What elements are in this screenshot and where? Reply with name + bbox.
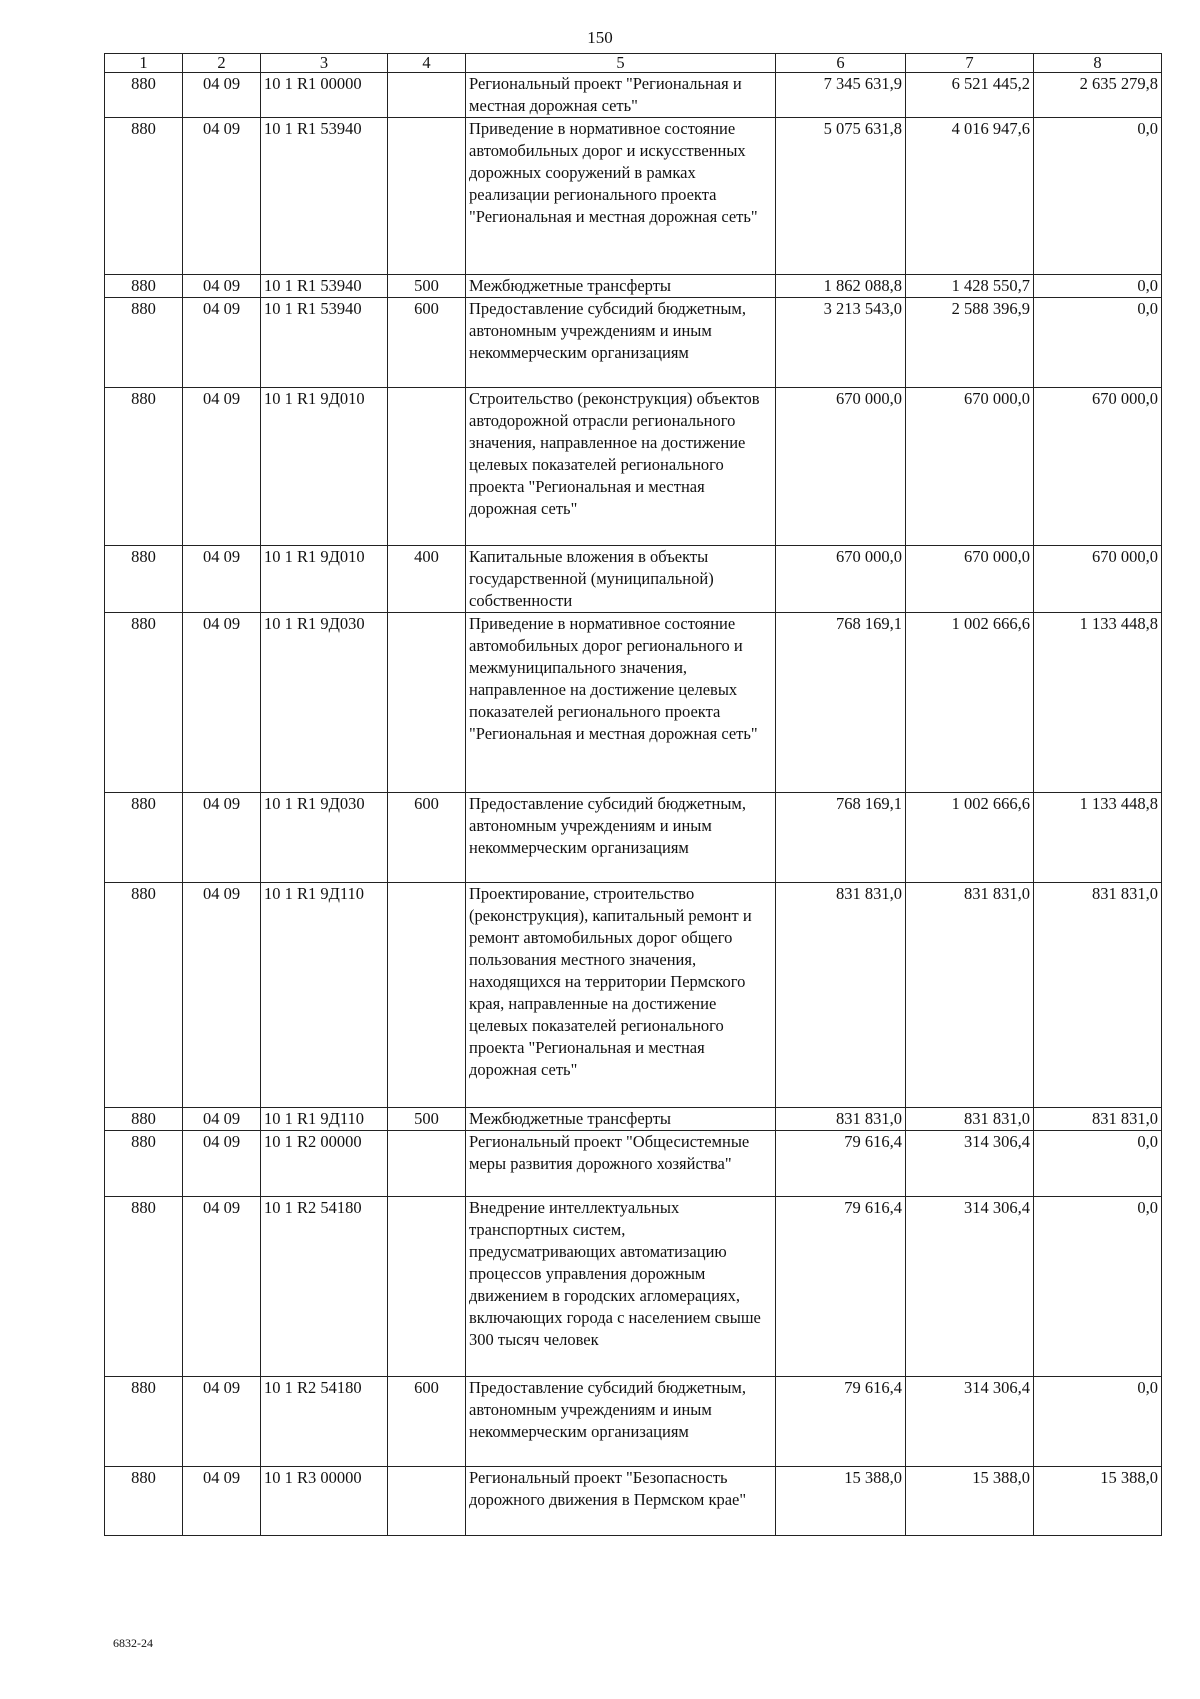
target-article-cell: 10 1 R3 00000 [261, 1467, 388, 1536]
column-header: 6 [776, 54, 906, 73]
amount-cell: 5 075 631,8 [776, 118, 906, 275]
table-row [105, 1467, 1162, 1536]
amount-cell: 670 000,0 [1034, 388, 1162, 546]
expense-type-cell: 500 [388, 1108, 466, 1131]
amount-cell: 831 831,0 [1034, 1108, 1162, 1131]
description-cell: Региональный проект "Региональная и местная дорожная сеть" [466, 73, 776, 118]
section-code-cell: 04 09 [183, 118, 261, 275]
amount-cell: 4 016 947,6 [906, 118, 1034, 275]
admin-code-cell: 880 [105, 118, 183, 275]
document-footer-code: 6832-24 [113, 1636, 153, 1650]
expense-type-cell [388, 73, 466, 118]
amount-cell: 1 002 666,6 [906, 613, 1034, 793]
amount-cell: 768 169,1 [776, 613, 906, 793]
amount-cell: 670 000,0 [776, 388, 906, 546]
section-code-cell: 04 09 [183, 546, 261, 613]
section-code-cell: 04 09 [183, 1108, 261, 1131]
amount-cell: 1 428 550,7 [906, 275, 1034, 298]
description-cell: Предоставление субсидий бюджетным, автономным учреждениям и иным некоммерческим организациям [466, 793, 776, 883]
amount-cell: 0,0 [1034, 1131, 1162, 1197]
target-article-cell: 10 1 R1 9Д010 [261, 546, 388, 613]
section-code-cell: 04 09 [183, 613, 261, 793]
page-number: 150 [587, 28, 613, 47]
amount-cell: 79 616,4 [776, 1131, 906, 1197]
amount-cell: 15 388,0 [776, 1467, 906, 1536]
description-cell: Проектирование, строительство (реконструкция), капитальный ремонт и ремонт автомобильных дорог общего пользования местного значения, находящихся на территории Пермского края, направленные на достижение целевых показателей регионального проекта "Региональная и местная дорожная сеть" [466, 883, 776, 1108]
amount-cell: 79 616,4 [776, 1197, 906, 1377]
section-code-cell: 04 09 [183, 1131, 261, 1197]
target-article-cell: 10 1 R1 9Д110 [261, 1108, 388, 1131]
amount-cell: 1 133 448,8 [1034, 613, 1162, 793]
admin-code-cell: 880 [105, 1377, 183, 1467]
admin-code-cell: 880 [105, 298, 183, 388]
section-code-cell: 04 09 [183, 1197, 261, 1377]
expense-type-cell: 600 [388, 793, 466, 883]
table-row [105, 1108, 1162, 1131]
table-row [105, 298, 1162, 388]
amount-cell: 0,0 [1034, 1377, 1162, 1467]
description-cell: Приведение в нормативное состояние автомобильных дорог регионального и межмуниципального значения, направленное на достижение целевых показателей регионального проекта "Региональная и местная дорожная сеть" [466, 613, 776, 793]
amount-cell: 0,0 [1034, 1197, 1162, 1377]
column-header: 4 [388, 54, 466, 73]
amount-cell: 0,0 [1034, 298, 1162, 388]
admin-code-cell: 880 [105, 1467, 183, 1536]
expense-type-cell: 400 [388, 546, 466, 613]
section-code-cell: 04 09 [183, 298, 261, 388]
admin-code-cell: 880 [105, 275, 183, 298]
amount-cell: 314 306,4 [906, 1131, 1034, 1197]
table-row [105, 118, 1162, 275]
amount-cell: 670 000,0 [906, 388, 1034, 546]
amount-cell: 831 831,0 [776, 1108, 906, 1131]
admin-code-cell: 880 [105, 1197, 183, 1377]
section-code-cell: 04 09 [183, 793, 261, 883]
admin-code-cell: 880 [105, 73, 183, 118]
target-article-cell: 10 1 R1 53940 [261, 118, 388, 275]
amount-cell: 1 133 448,8 [1034, 793, 1162, 883]
description-cell: Приведение в нормативное состояние автомобильных дорог и искусственных дорожных сооружений в рамках реализации регионального проекта "Региональная и местная дорожная сеть" [466, 118, 776, 275]
admin-code-cell: 880 [105, 1108, 183, 1131]
amount-cell: 79 616,4 [776, 1377, 906, 1467]
table-row [105, 275, 1162, 298]
amount-cell: 831 831,0 [776, 883, 906, 1108]
amount-cell: 3 213 543,0 [776, 298, 906, 388]
target-article-cell: 10 1 R1 9Д030 [261, 613, 388, 793]
table-row [105, 73, 1162, 118]
amount-cell: 831 831,0 [1034, 883, 1162, 1108]
amount-cell: 2 588 396,9 [906, 298, 1034, 388]
section-code-cell: 04 09 [183, 1377, 261, 1467]
section-code-cell: 04 09 [183, 275, 261, 298]
table-header-row [105, 54, 1162, 73]
expense-type-cell [388, 883, 466, 1108]
amount-cell: 7 345 631,9 [776, 73, 906, 118]
description-cell: Региональный проект "Безопасность дорожного движения в Пермском крае" [466, 1467, 776, 1536]
expense-type-cell [388, 613, 466, 793]
description-cell: Строительство (реконструкция) объектов автодорожной отрасли регионального значения, направленное на достижение целевых показателей регионального проекта "Региональная и местная дорожная сеть" [466, 388, 776, 546]
admin-code-cell: 880 [105, 546, 183, 613]
target-article-cell: 10 1 R2 54180 [261, 1197, 388, 1377]
admin-code-cell: 880 [105, 793, 183, 883]
admin-code-cell: 880 [105, 883, 183, 1108]
amount-cell: 0,0 [1034, 118, 1162, 275]
section-code-cell: 04 09 [183, 388, 261, 546]
column-header: 3 [261, 54, 388, 73]
amount-cell: 15 388,0 [1034, 1467, 1162, 1536]
table-row [105, 1131, 1162, 1197]
amount-cell: 670 000,0 [776, 546, 906, 613]
expense-type-cell [388, 118, 466, 275]
admin-code-cell: 880 [105, 1131, 183, 1197]
admin-code-cell: 880 [105, 613, 183, 793]
amount-cell: 0,0 [1034, 275, 1162, 298]
target-article-cell: 10 1 R1 00000 [261, 73, 388, 118]
amount-cell: 670 000,0 [906, 546, 1034, 613]
amount-cell: 768 169,1 [776, 793, 906, 883]
table-row [105, 613, 1162, 793]
amount-cell: 831 831,0 [906, 1108, 1034, 1131]
expense-type-cell [388, 388, 466, 546]
expense-type-cell [388, 1131, 466, 1197]
table-row [105, 388, 1162, 546]
amount-cell: 1 002 666,6 [906, 793, 1034, 883]
description-cell: Региональный проект "Общесистемные меры развития дорожного хозяйства" [466, 1131, 776, 1197]
amount-cell: 314 306,4 [906, 1377, 1034, 1467]
expense-type-cell [388, 1197, 466, 1377]
table-row [105, 883, 1162, 1108]
target-article-cell: 10 1 R1 9Д010 [261, 388, 388, 546]
table-row [105, 1197, 1162, 1377]
description-cell: Межбюджетные трансферты [466, 275, 776, 298]
amount-cell: 670 000,0 [1034, 546, 1162, 613]
column-header: 2 [183, 54, 261, 73]
description-cell: Внедрение интеллектуальных транспортных систем, предусматривающих автоматизацию процессов управления дорожным движением в городских агломерациях, включающих города с населением свыше 300 тысяч человек [466, 1197, 776, 1377]
description-cell: Предоставление субсидий бюджетным, автономным учреждениям и иным некоммерческим организациям [466, 1377, 776, 1467]
amount-cell: 15 388,0 [906, 1467, 1034, 1536]
expense-type-cell: 500 [388, 275, 466, 298]
budget-table [104, 53, 1162, 1536]
target-article-cell: 10 1 R1 9Д110 [261, 883, 388, 1108]
target-article-cell: 10 1 R2 54180 [261, 1377, 388, 1467]
amount-cell: 6 521 445,2 [906, 73, 1034, 118]
amount-cell: 1 862 088,8 [776, 275, 906, 298]
column-header: 8 [1034, 54, 1162, 73]
amount-cell: 2 635 279,8 [1034, 73, 1162, 118]
description-cell: Межбюджетные трансферты [466, 1108, 776, 1131]
admin-code-cell: 880 [105, 388, 183, 546]
section-code-cell: 04 09 [183, 883, 261, 1108]
amount-cell: 314 306,4 [906, 1197, 1034, 1377]
column-header: 5 [466, 54, 776, 73]
table-row [105, 793, 1162, 883]
target-article-cell: 10 1 R1 53940 [261, 298, 388, 388]
table-row [105, 1377, 1162, 1467]
target-article-cell: 10 1 R1 53940 [261, 275, 388, 298]
expense-type-cell [388, 1467, 466, 1536]
description-cell: Капитальные вложения в объекты государственной (муниципальной) собственности [466, 546, 776, 613]
expense-type-cell: 600 [388, 1377, 466, 1467]
section-code-cell: 04 09 [183, 73, 261, 118]
target-article-cell: 10 1 R2 00000 [261, 1131, 388, 1197]
column-header: 1 [105, 54, 183, 73]
section-code-cell: 04 09 [183, 1467, 261, 1536]
table-row [105, 546, 1162, 613]
target-article-cell: 10 1 R1 9Д030 [261, 793, 388, 883]
amount-cell: 831 831,0 [906, 883, 1034, 1108]
description-cell: Предоставление субсидий бюджетным, автономным учреждениям и иным некоммерческим организациям [466, 298, 776, 388]
expense-type-cell: 600 [388, 298, 466, 388]
column-header: 7 [906, 54, 1034, 73]
